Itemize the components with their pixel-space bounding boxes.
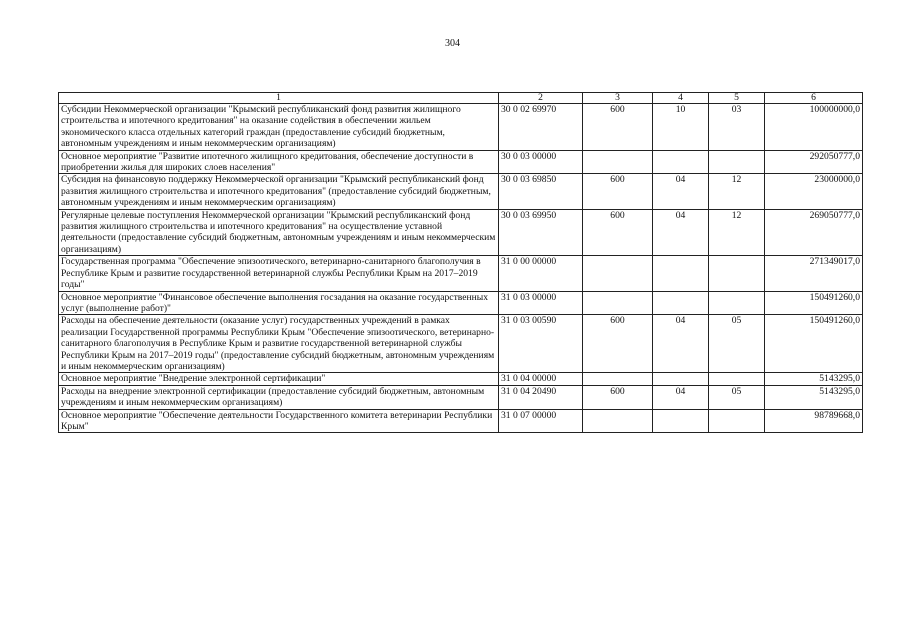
target-article-code: 31 0 04 00000 <box>499 373 583 385</box>
subsection-code: 05 <box>709 315 765 373</box>
row-description: Регулярные целевые поступления Некоммерческой организации "Крымский республиканский фонд развития жилищного строительства и ипотечного кредитования" на осуществление уставной деятельности (предоставление субсидий бюджетным, автономным учреждениям и иным некоммерческим организациям) <box>59 209 499 256</box>
amount: 150491260,0 <box>765 315 863 373</box>
section-code: 04 <box>653 385 709 409</box>
expense-type-code <box>583 150 653 174</box>
subsection-code <box>709 373 765 385</box>
column-header: 5 <box>709 93 765 104</box>
amount: 98789668,0 <box>765 409 863 433</box>
expense-type-code: 600 <box>583 385 653 409</box>
amount: 271349017,0 <box>765 256 863 291</box>
target-article-code: 31 0 04 20490 <box>499 385 583 409</box>
table-row <box>59 385 863 409</box>
table-row <box>59 150 863 174</box>
column-header: 3 <box>583 93 653 104</box>
row-description: Государственная программа "Обеспечение эпизоотического, ветеринарно-санитарного благополучия в Республике Крым и развитие государственной ветеринарной службы Республики Крым на 2017–2019 годы" <box>59 256 499 291</box>
table-row <box>59 409 863 433</box>
target-article-code: 31 0 03 00000 <box>499 291 583 315</box>
table-row <box>59 174 863 209</box>
expense-type-code <box>583 256 653 291</box>
amount: 292050777,0 <box>765 150 863 174</box>
expense-type-code: 600 <box>583 104 653 151</box>
subsection-code: 03 <box>709 104 765 151</box>
target-article-code: 30 0 03 00000 <box>499 150 583 174</box>
column-header: 6 <box>765 93 863 104</box>
amount: 269050777,0 <box>765 209 863 256</box>
section-code: 04 <box>653 174 709 209</box>
target-article-code: 30 0 03 69850 <box>499 174 583 209</box>
table-row <box>59 209 863 256</box>
row-description: Основное мероприятие "Финансовое обеспечение выполнения госзадания на оказание государственных услуг (выполнение работ)" <box>59 291 499 315</box>
table-row <box>59 373 863 385</box>
row-description: Основное мероприятие "Внедрение электронной сертификации" <box>59 373 499 385</box>
section-code <box>653 409 709 433</box>
amount: 150491260,0 <box>765 291 863 315</box>
table-row <box>59 104 863 151</box>
expense-type-code <box>583 291 653 315</box>
target-article-code: 31 0 03 00590 <box>499 315 583 373</box>
section-code <box>653 256 709 291</box>
row-description: Расходы на внедрение электронной сертификации (предоставление субсидий бюджетным, автономным учреждениям и иным некоммерческим организациям) <box>59 385 499 409</box>
subsection-code <box>709 256 765 291</box>
column-header: 2 <box>499 93 583 104</box>
budget-table <box>58 92 863 433</box>
subsection-code <box>709 150 765 174</box>
subsection-code: 12 <box>709 174 765 209</box>
amount: 5143295,0 <box>765 373 863 385</box>
column-header: 4 <box>653 93 709 104</box>
expense-type-code: 600 <box>583 174 653 209</box>
section-code: 04 <box>653 315 709 373</box>
row-description: Субсидии Некоммерческой организации "Крымский республиканский фонд развития жилищного строительства и ипотечного кредитования" на оказание содействия в обеспечении жильем экономического класса отдельных категорий граждан (предоставление субсидий бюджетным, автономным учреждениям и иным некоммерческим организациям) <box>59 104 499 151</box>
target-article-code: 31 0 07 00000 <box>499 409 583 433</box>
row-description: Расходы на обеспечение деятельности (оказание услуг) государственных учреждений в рамках реализации Государственной программы Республики Крым "Обеспечение эпизоотического, ветеринарно-санитарного благополучия в Республике Крым и развитие государственной ветеринарной службы Республики Крым на 2017–2019 годы" (предоставление субсидий бюджетным, автономным учреждениям и иным некоммерческим организациям) <box>59 315 499 373</box>
table-row <box>59 315 863 373</box>
target-article-code: 30 0 03 69950 <box>499 209 583 256</box>
section-code: 10 <box>653 104 709 151</box>
section-code <box>653 291 709 315</box>
section-code <box>653 150 709 174</box>
page-number: 304 <box>445 38 460 49</box>
subsection-code <box>709 291 765 315</box>
table-header-row <box>59 93 863 104</box>
section-code <box>653 373 709 385</box>
amount: 100000000,0 <box>765 104 863 151</box>
target-article-code: 31 0 00 00000 <box>499 256 583 291</box>
section-code: 04 <box>653 209 709 256</box>
amount: 5143295,0 <box>765 385 863 409</box>
table-row <box>59 291 863 315</box>
expense-type-code <box>583 373 653 385</box>
subsection-code: 05 <box>709 385 765 409</box>
row-description: Основное мероприятие "Обеспечение деятельности Государственного комитета ветеринарии Республики Крым" <box>59 409 499 433</box>
row-description: Основное мероприятие "Развитие ипотечного жилищного кредитования, обеспечение доступности в приобретении жилья для широких слоев населения" <box>59 150 499 174</box>
amount: 23000000,0 <box>765 174 863 209</box>
column-header: 1 <box>59 93 499 104</box>
target-article-code: 30 0 02 69970 <box>499 104 583 151</box>
expense-type-code: 600 <box>583 315 653 373</box>
expense-type-code <box>583 409 653 433</box>
subsection-code: 12 <box>709 209 765 256</box>
table-row <box>59 256 863 291</box>
row-description: Субсидия на финансовую поддержку Некоммерческой организации "Крымский республиканский фонд развития жилищного строительства и ипотечного кредитования" (предоставление субсидий бюджетным, автономным учреждениям и иным некоммерческим организациям) <box>59 174 499 209</box>
expense-type-code: 600 <box>583 209 653 256</box>
subsection-code <box>709 409 765 433</box>
